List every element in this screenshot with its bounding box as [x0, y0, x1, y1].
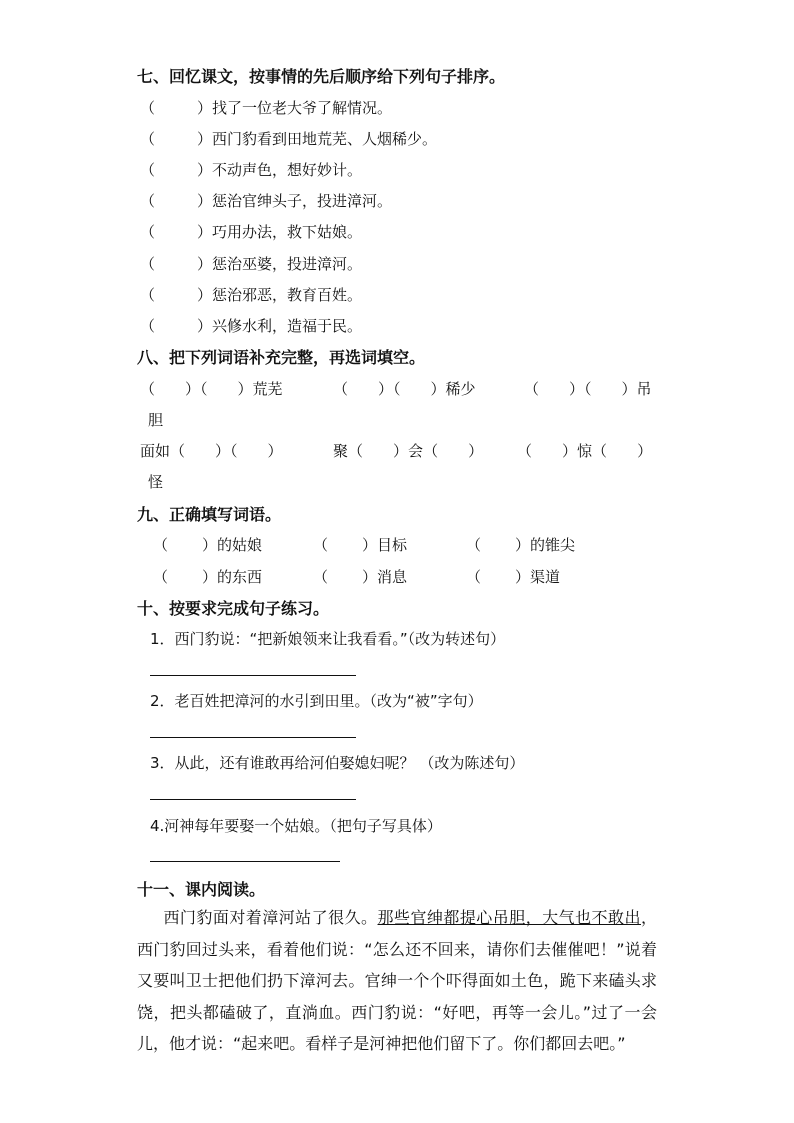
item-text: 惩治官绅头子，投进漳河。 [212, 192, 393, 210]
section10-item: 2．老百姓把漳河的水引到田里。（改为“被”字句） [150, 692, 483, 710]
item-text: 的锥尖 [530, 536, 576, 554]
reading-passage [137, 902, 657, 1060]
section7-item: （ ）不动声色，想好妙计。 [140, 161, 363, 179]
item-text: 西门豹看到田地荒芜、人烟稀少。 [212, 130, 438, 148]
section10-title: 十、按要求完成句子练习。 [137, 599, 330, 618]
section7-item: （ ）巧用办法，救下姑娘。 [140, 223, 363, 241]
section7-title: 七、回忆课文，按事情的先后顺序给下列句子排序。 [137, 67, 506, 86]
item-text: 目标 [377, 536, 408, 554]
word-text: 荒芜 [252, 380, 283, 398]
section10-item: 3．从此，还有谁敢再给河伯娶媳妇呢？ （改为陈述句） [150, 754, 525, 772]
answer-line[interactable] [150, 737, 356, 738]
section9-item: （ ）的锥尖 [466, 536, 576, 554]
word-text: 面如 [140, 442, 171, 460]
item-text: 消息 [377, 568, 408, 586]
answer-line[interactable] [150, 675, 356, 676]
answer-line[interactable] [150, 799, 356, 800]
section9-item: （ ）的东西 [153, 568, 263, 586]
section8-title: 八、把下列词语补充完整，再选词填空。 [137, 348, 426, 367]
item-text: 巧用办法，救下姑娘。 [212, 223, 363, 241]
word-text: 聚 [333, 442, 349, 460]
item-text: 的东西 [217, 568, 263, 586]
section9-item: （ ）目标 [313, 536, 408, 554]
item-text: 不动声色，想好妙计。 [212, 161, 363, 179]
section8-row1: （ ）（ ）荒芜 [140, 380, 283, 398]
word-text: 怪 [148, 473, 164, 491]
section9-item: （ ）消息 [313, 568, 408, 586]
section7-item: （ ）惩治官绅头子，投进漳河。 [140, 192, 393, 210]
section7-item: （ ）惩治巫婆，投进漳河。 [140, 255, 363, 273]
passage-text: ，西门豹回过头来，看着他们说：“怎么还不回来，请你们去催催吧！”说着又要叫卫士把他们扔下漳河去。官绅一个个吓得面如土色，跪下来磕头求饶，把头都磕破了，直淌血。西门豹说：“好吧，再等一会儿。”过了一会儿，他才说：“起来吧。看样子是河神把他们留下了。你们都回去吧。” [137, 908, 657, 1053]
section9-item: （ ）渠道 [466, 568, 561, 586]
section8-row1: （ ）（ ）稀少 [333, 380, 476, 398]
section10-item: 4.河神每年要娶一个姑娘。（把句子写具体） [150, 817, 442, 835]
section7-item: （ ）惩治邪恶，教育百姓。 [140, 286, 363, 304]
underlined-sentence: 那些官绅都提心吊胆，大气也不敢出 [377, 908, 641, 927]
item-text: 渠道 [530, 568, 561, 586]
item-text: 兴修水利，造福于民。 [212, 317, 363, 335]
section8-row1: （ ）（ ）吊 [524, 380, 652, 398]
word-text: 稀少 [445, 380, 476, 398]
section7-item: （ ）找了一位老大爷了解情况。 [140, 99, 393, 117]
section8-row2: 聚（ ）会（ ） [333, 442, 484, 460]
section9-title: 九、正确填写词语。 [137, 505, 282, 524]
answer-line[interactable] [150, 861, 340, 862]
word-text: 惊 [577, 442, 593, 460]
section10-item: 1．西门豹说：“把新娘领来让我看看。”（改为转述句） [150, 630, 506, 648]
section9-item: （ ）的姑娘 [153, 536, 263, 554]
item-text: 找了一位老大爷了解情况。 [212, 99, 393, 117]
section11-title: 十一、课内阅读。 [137, 880, 266, 899]
section7-item: （ ）兴修水利，造福于民。 [140, 317, 363, 335]
section8-row2: 面如（ ）（ ） [140, 442, 283, 460]
word-text: 会 [408, 442, 424, 460]
item-text: 惩治邪恶，教育百姓。 [212, 286, 363, 304]
section7-item: （ ）西门豹看到田地荒芜、人烟稀少。 [140, 130, 438, 148]
item-text: 的姑娘 [217, 536, 263, 554]
word-text: 胆 [148, 411, 164, 429]
section8-row2: （ ）惊（ ） [517, 442, 653, 460]
item-text: 惩治巫婆，投进漳河。 [212, 255, 363, 273]
passage-text: 西门豹面对着漳河站了很久。 [163, 908, 378, 927]
word-text: 吊 [636, 380, 652, 398]
